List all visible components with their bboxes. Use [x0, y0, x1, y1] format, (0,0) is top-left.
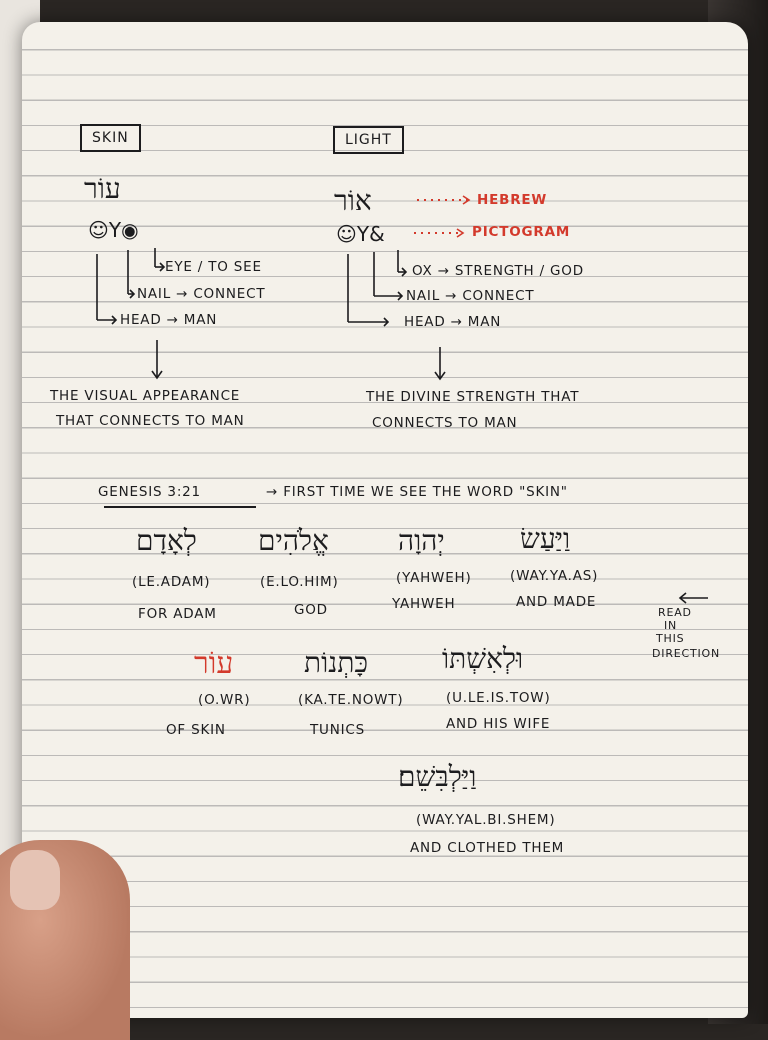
notebook-page	[22, 22, 748, 1018]
word-katenowt-english: TUNICS	[310, 722, 366, 738]
word-yahweh-hebrew: יְהוָה	[398, 524, 445, 557]
word-le-adam-english: FOR ADAM	[138, 606, 217, 622]
word-wayyalbishem-hebrew: וַיַּלְבִּשֵׁם׃	[398, 760, 477, 793]
word-le-adam-translit: (LE.ADAM)	[132, 574, 211, 590]
light-pictogram: ☺Y&	[336, 222, 385, 246]
word-uleistow-english: AND HIS WIFE	[446, 716, 551, 732]
diagram-lines	[22, 22, 748, 1018]
genesis-underline	[104, 506, 256, 508]
word-wayyaas-english: AND MADE	[516, 594, 597, 610]
word-katenowt-translit: (KA.TE.NOWT)	[298, 692, 404, 708]
skin-branch-nail: NAIL → CONNECT	[137, 286, 266, 302]
read-direction-1: READ	[658, 606, 692, 619]
pictogram-label: PICTOGRAM	[472, 224, 571, 240]
skin-meaning-line2: THAT CONNECTS TO MAN	[56, 413, 245, 429]
word-uleistow-hebrew: וּלְאִשְׁתּוֹ	[442, 642, 524, 675]
light-branch-head: HEAD → MAN	[404, 314, 502, 330]
light-branch-nail: NAIL → CONNECT	[406, 288, 535, 304]
word-katenowt-hebrew: כָּתְנוֹת	[304, 646, 369, 679]
skin-meaning-line1: THE VISUAL APPEARANCE	[50, 388, 241, 404]
word-elohim-english: GOD	[294, 602, 328, 618]
skin-pictogram: ☺Y◉	[88, 218, 139, 242]
light-hebrew: אוֹר	[334, 184, 372, 217]
skin-branch-head: HEAD → MAN	[120, 312, 218, 328]
word-owr-translit: (O.WR)	[198, 692, 251, 708]
light-meaning-line1: THE DIVINE STRENGTH THAT	[366, 389, 580, 405]
light-meaning-line2: CONNECTS TO MAN	[372, 415, 518, 431]
genesis-reference: GENESIS 3:21	[98, 484, 201, 500]
genesis-note: → FIRST TIME WE SEE THE WORD "SKIN"	[266, 484, 568, 500]
word-yahweh-translit: (YAHWEH)	[396, 570, 472, 586]
word-uleistow-translit: (U.LE.IS.TOW)	[446, 690, 551, 706]
word-elohim-translit: (E.LO.HIM)	[260, 574, 339, 590]
light-box-label: LIGHT	[333, 126, 404, 154]
word-wayyaas-hebrew: וַיַּעַשׂ	[520, 522, 571, 555]
read-direction-4: DIRECTION	[652, 647, 721, 660]
word-le-adam-hebrew: לְאָדָם	[136, 524, 197, 557]
light-branch-ox: OX → STRENGTH / GOD	[412, 263, 584, 279]
word-wayyaas-translit: (WAY.YA.AS)	[510, 568, 599, 584]
word-owr-hebrew: עוֹר	[194, 646, 234, 681]
skin-hebrew: עוֹר	[84, 172, 121, 205]
hebrew-label: HEBREW	[477, 192, 548, 208]
thumbnail	[10, 850, 60, 910]
read-direction-2: IN	[664, 619, 678, 632]
word-wayyalbishem-translit: (WAY.YAL.BI.SHEM)	[416, 812, 556, 828]
skin-box-label: SKIN	[80, 124, 141, 152]
word-yahweh-english: YAHWEH	[392, 596, 456, 612]
word-elohim-hebrew: אֱלֹהִים	[258, 524, 329, 557]
skin-branch-eye: EYE / TO SEE	[165, 259, 262, 275]
word-wayyalbishem-english: AND CLOTHED THEM	[410, 840, 565, 856]
read-direction-3: THIS	[656, 632, 685, 645]
word-owr-english: OF SKIN	[166, 722, 226, 738]
